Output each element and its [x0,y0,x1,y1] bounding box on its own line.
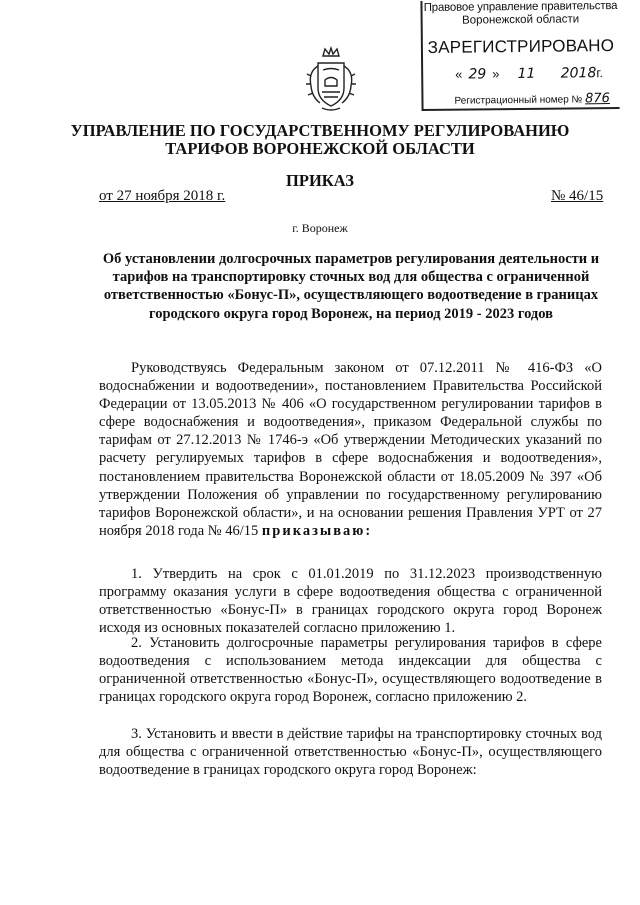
order-number: № 46/15 [551,188,604,204]
document-type: ПРИКАЗ [286,171,354,190]
preamble-text: Руководствуясь Федеральным законом от 07.12.2011 № 416-ФЗ «О водоснабжении и водоотведении», постановлением Правительства Российской Федерации от 13.05.2013 № 406 «О государственном регулировании тарифов в сфере водоснабжения и водоотведения», приказом Федеральной службы по тарифам от 27.12.2013 № 1746-э «Об утверждении Методических указаний по расчету регулируемых тарифов в сфере водоснабжения и водоотведения», постановлением правительства Воронежской области от 18.05.2009 № 397 «Об утверждении Положения об управлении по государственному регулированию тарифов Воронежской области», и на основании решения Правления УРТ от 27 ноября 2018 года № 46/15 [99,360,602,539]
stamp-day: 29 [468,66,487,83]
stamp-line2: Воронежской области [462,13,580,27]
order-date: от 27 ноября 2018 г. [99,188,226,204]
item-3 [99,725,602,779]
stamp-year: 2018 [560,65,597,82]
stamp-line1: Правовое управление правительства [423,0,618,15]
stamp-year-suffix: г. [596,65,604,81]
item-2-text: 2. Установить долгосрочные параметры регулирования тарифов в сфере водоотведения с использованием метода индексации для общества с ограниченной ответственностью «Бонус-П», осуществляющего водоотведение в границах городского округа город Воронеж, согласно приложению 2. [99,635,602,706]
item-1 [99,565,602,637]
document-title: Об установлении долгосрочных параметров регулирования деятельности и тарифов на транспортировку сточных вод для общества с ограниченной ответственностью «Бонус-П», осуществляющего водоотведение в границах городского округа город Воронеж, на период 2019 - 2023 годов [102,251,600,322]
stamp-reg-label: Регистрационный номер № [454,94,583,107]
item-3-text: 3. Установить и ввести в действие тарифы на транспортировку сточных вод для общества с ограниченной ответственностью «Бонус-П», осуществляющего водоотведение в границах городского округа город Воронеж: [99,726,602,779]
stamp-quote-close: » [492,66,500,82]
item-1-text: 1. Утвердить на срок с 01.01.2019 по 31.12.2023 производственную программу оказания услуги в сфере водоотведения общества с ограниченной ответственностью «Бонус-П» в границах городского округа город Воронеж исходя из основных показателей согласно приложению 1. [99,566,602,637]
stamp-quote-open: « [455,66,463,82]
city: г. Воронеж [292,221,348,235]
stamp-reg-value: 876 [584,91,610,107]
registration-stamp [420,0,619,111]
order-word: приказываю: [261,522,373,539]
agency-name-line2: ТАРИФОВ ВОРОНЕЖСКОЙ ОБЛАСТИ [165,139,475,158]
stamp-registered: ЗАРЕГИСТРИРОВАНО [427,36,615,57]
stamp-date [455,65,603,83]
stamp-reg-number [454,91,610,108]
preamble-paragraph [99,359,602,540]
agency-name-line1: УПРАВЛЕНИЕ ПО ГОСУДАРСТВЕННОМУ РЕГУЛИРОВАНИЮ [70,121,570,140]
stamp-month: 11 [517,65,536,83]
item-2 [99,634,602,706]
coat-of-arms-icon [305,46,357,112]
